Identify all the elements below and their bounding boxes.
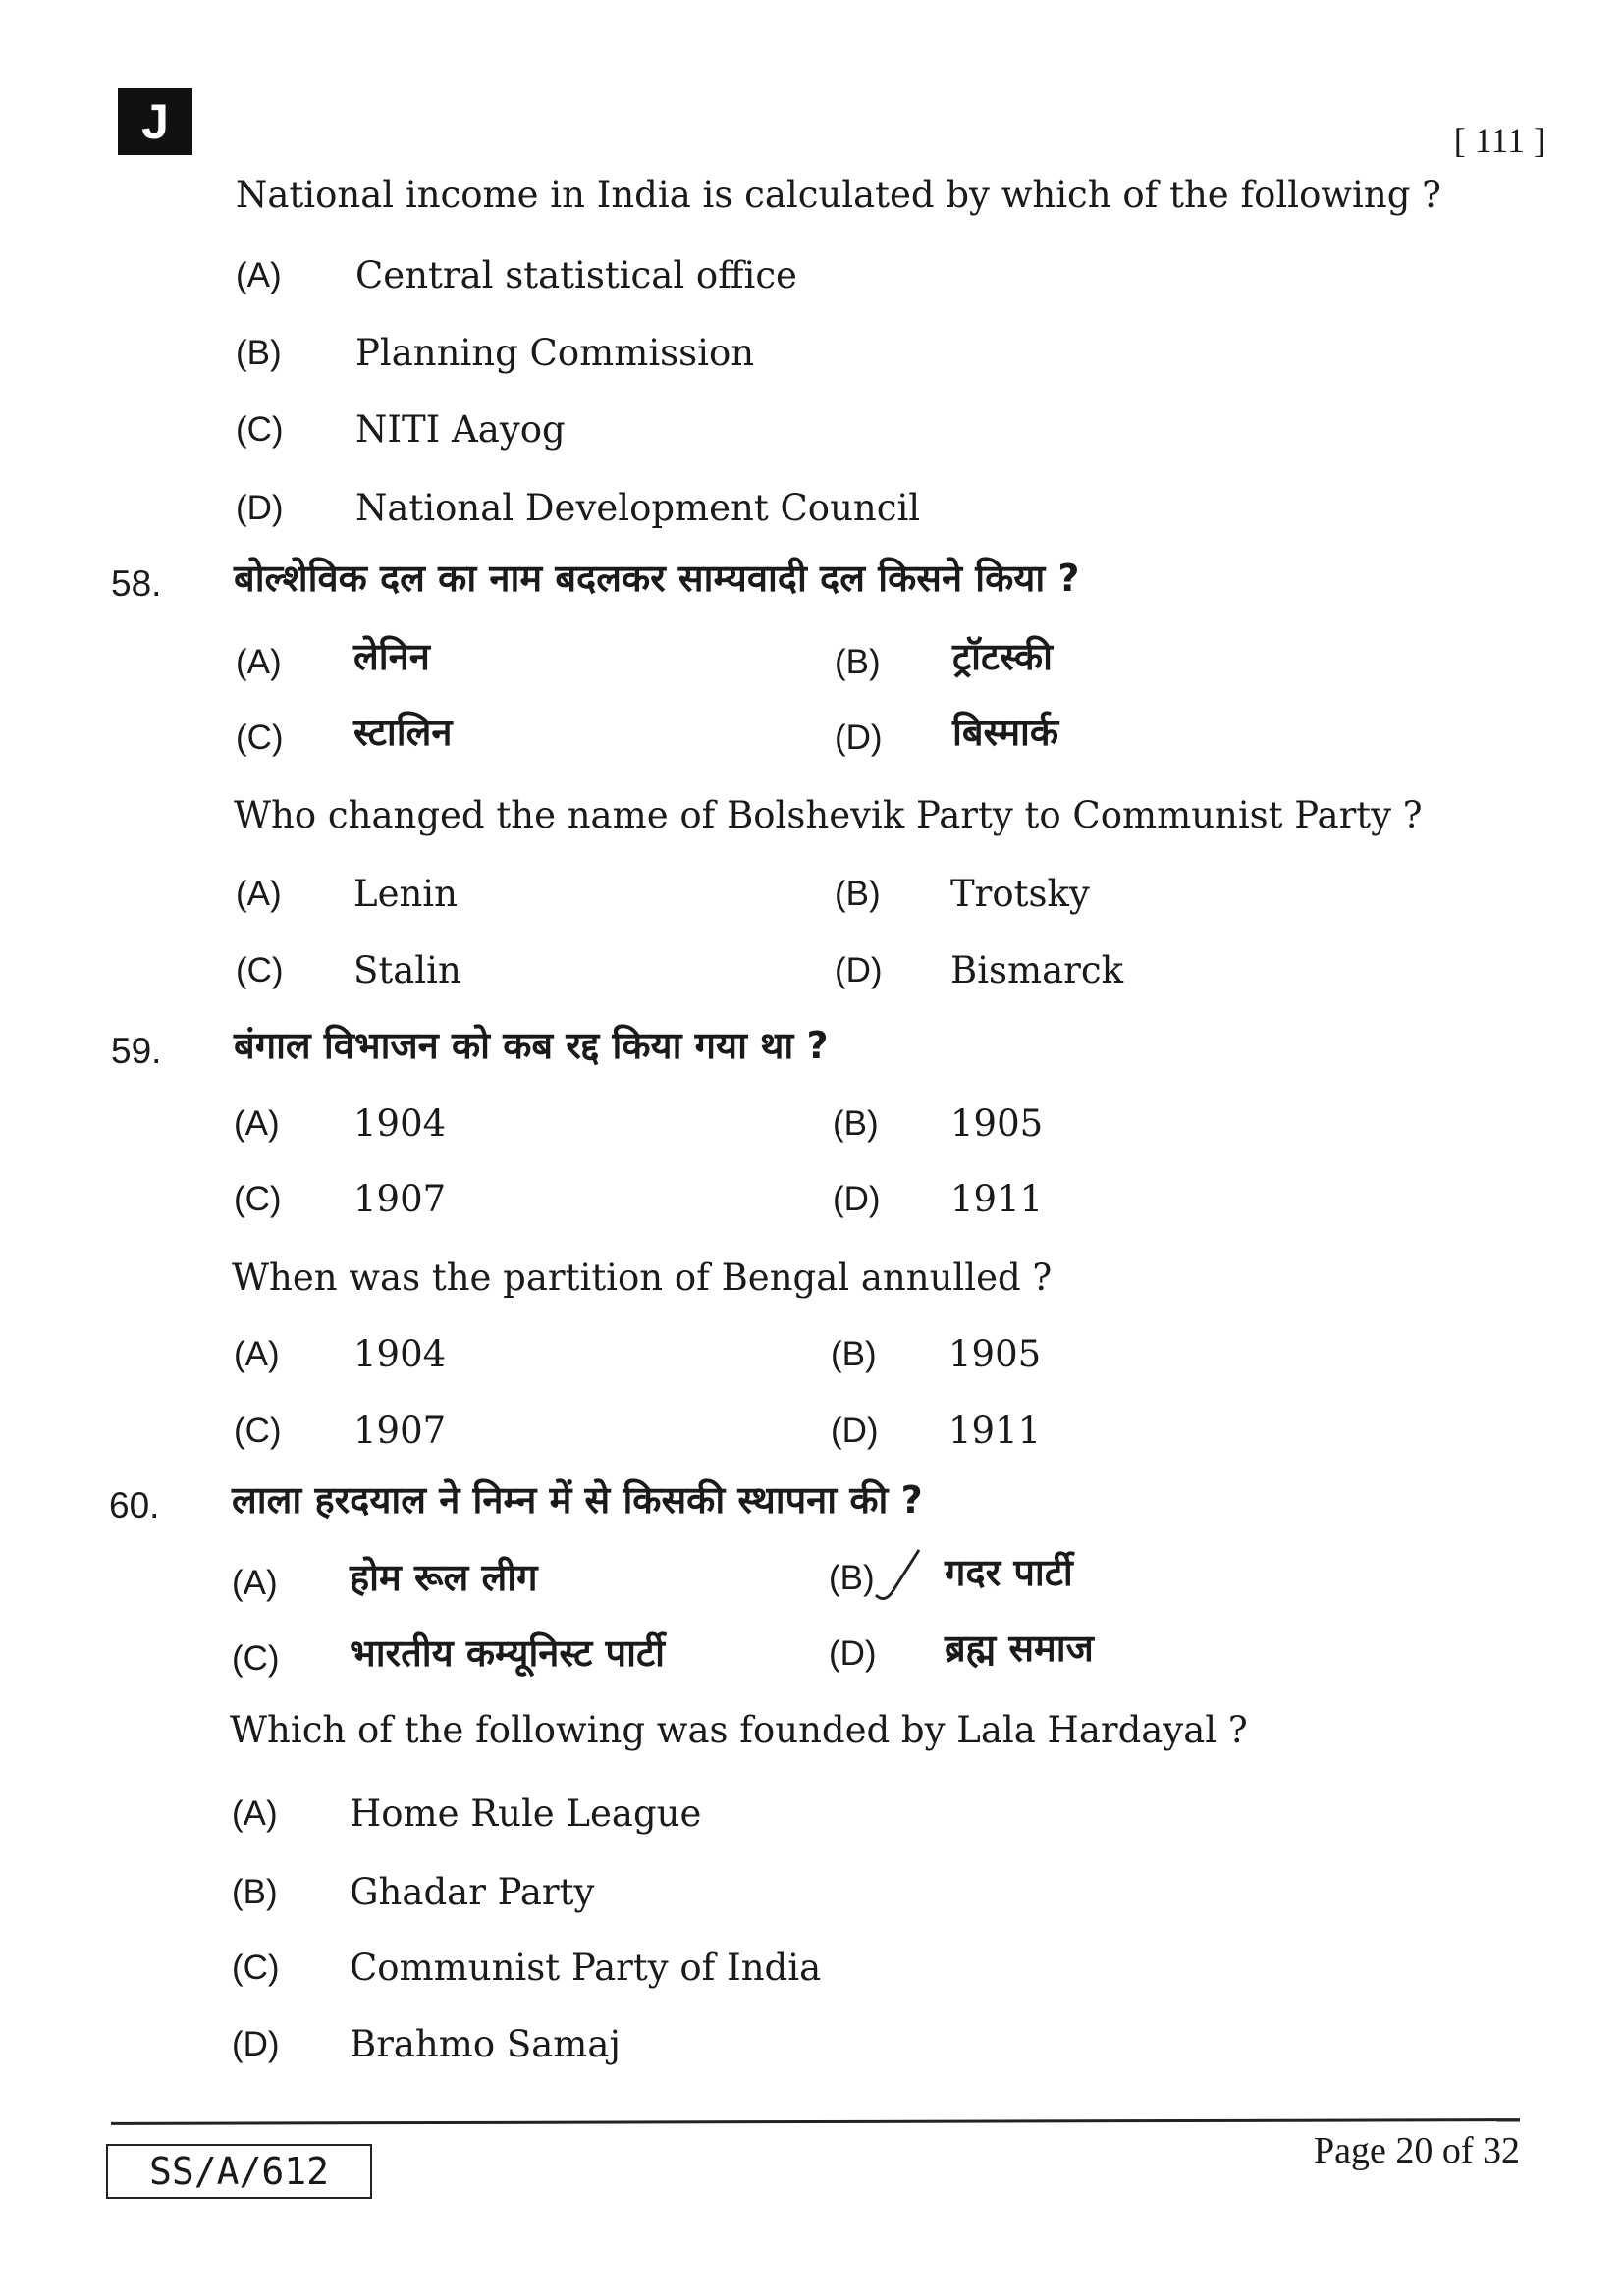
option-text: 1911: [948, 1410, 1042, 1452]
tick-mark-icon: [874, 1546, 923, 1605]
option-label: (D): [831, 1412, 879, 1450]
option-label: (D): [835, 951, 883, 989]
option-text: Brahmo Samaj: [350, 2023, 621, 2065]
page-indicator: Page 20 of 32: [1313, 2130, 1520, 2171]
option-label: (C): [236, 719, 284, 757]
question-number: 58.: [111, 563, 162, 604]
option-text: 1907: [353, 1178, 447, 1220]
option-label: (C): [234, 1180, 282, 1218]
option-text: 1904: [353, 1102, 447, 1145]
option-text: Planning Commission: [355, 332, 755, 374]
option-label: (D): [835, 719, 883, 757]
option-label: (A): [232, 1564, 278, 1602]
option-text: Trotsky: [950, 873, 1090, 915]
option-text: Stalin: [353, 949, 461, 991]
option-label: (B): [835, 875, 881, 913]
option-text: 1905: [948, 1333, 1042, 1375]
question-58-english: Who changed the name of Bolshevik Party to Communist Party ?: [234, 794, 1423, 836]
option-label: (D): [232, 2025, 280, 2063]
question-58-hindi: बोल्शेविक दल का नाम बदलकर साम्यवादी दल किसने किया ?: [234, 557, 1080, 600]
option-text: 1911: [950, 1178, 1044, 1220]
option-text: गदर पार्टी: [945, 1551, 1073, 1594]
option-text: Lenin: [353, 873, 458, 915]
question-60-english: Which of the following was founded by Lala Hardayal ?: [230, 1709, 1248, 1751]
option-text: Communist Party of India: [350, 1947, 822, 1989]
option-text: ब्रह्म समाज: [945, 1627, 1094, 1670]
option-text: NITI Aayog: [355, 408, 566, 451]
option-label: (D): [833, 1180, 881, 1218]
option-label: (C): [234, 1412, 282, 1450]
question-57-english: National income in India is calculated by which of the following ?: [236, 174, 1441, 216]
footer-divider: [111, 2118, 1520, 2125]
question-number: 59.: [111, 1031, 162, 1071]
question-59-hindi: बंगाल विभाजन को कब रद्द किया गया था ?: [234, 1024, 829, 1067]
option-label: (A): [236, 875, 282, 913]
option-text: Home Rule League: [350, 1792, 702, 1835]
option-label: (C): [236, 410, 284, 449]
option-text: 1907: [353, 1410, 447, 1452]
option-label: (A): [234, 1104, 280, 1143]
option-label: (C): [236, 951, 284, 989]
option-label: (A): [236, 643, 282, 681]
option-text: Bismarck: [950, 949, 1123, 991]
option-label: (D): [829, 1634, 877, 1673]
paper-code-box: SS/A/612: [106, 2144, 372, 2199]
option-label: (B): [833, 1104, 879, 1143]
option-text: Central statistical office: [355, 254, 797, 296]
question-59-english: When was the partition of Bengal annulled ?: [232, 1256, 1053, 1299]
question-60-hindi: लाला हरदयाल ने निम्न में से किसकी स्थापना की ?: [232, 1478, 923, 1522]
option-text: ट्रॉटस्की: [952, 635, 1053, 678]
page-number-bracket: [ 111 ]: [1453, 121, 1545, 160]
option-label: (B): [236, 334, 282, 372]
option-text: National Development Council: [355, 487, 921, 529]
option-label: (B): [835, 643, 881, 681]
option-text: Ghadar Party: [350, 1871, 595, 1913]
option-label: (C): [232, 1639, 280, 1678]
option-text: होम रूल लीग: [350, 1556, 538, 1599]
option-text: बिस्मार्क: [952, 711, 1059, 754]
option-label: (C): [232, 1949, 280, 1987]
option-text: भारतीय कम्यूनिस्ट पार्टी: [350, 1631, 665, 1675]
option-label: (A): [234, 1335, 280, 1373]
option-label: (A): [236, 256, 282, 294]
option-label: (D): [236, 489, 284, 527]
option-text: लेनिन: [353, 635, 430, 678]
option-text: स्टालिन: [353, 711, 453, 754]
option-text: 1905: [950, 1102, 1044, 1145]
option-label: (B): [232, 1873, 278, 1911]
option-label: (B): [829, 1559, 875, 1597]
question-number: 60.: [109, 1485, 160, 1525]
set-code-badge: J: [118, 88, 192, 155]
option-label: (B): [831, 1335, 877, 1373]
option-label: (A): [232, 1794, 278, 1833]
option-text: 1904: [353, 1333, 447, 1375]
